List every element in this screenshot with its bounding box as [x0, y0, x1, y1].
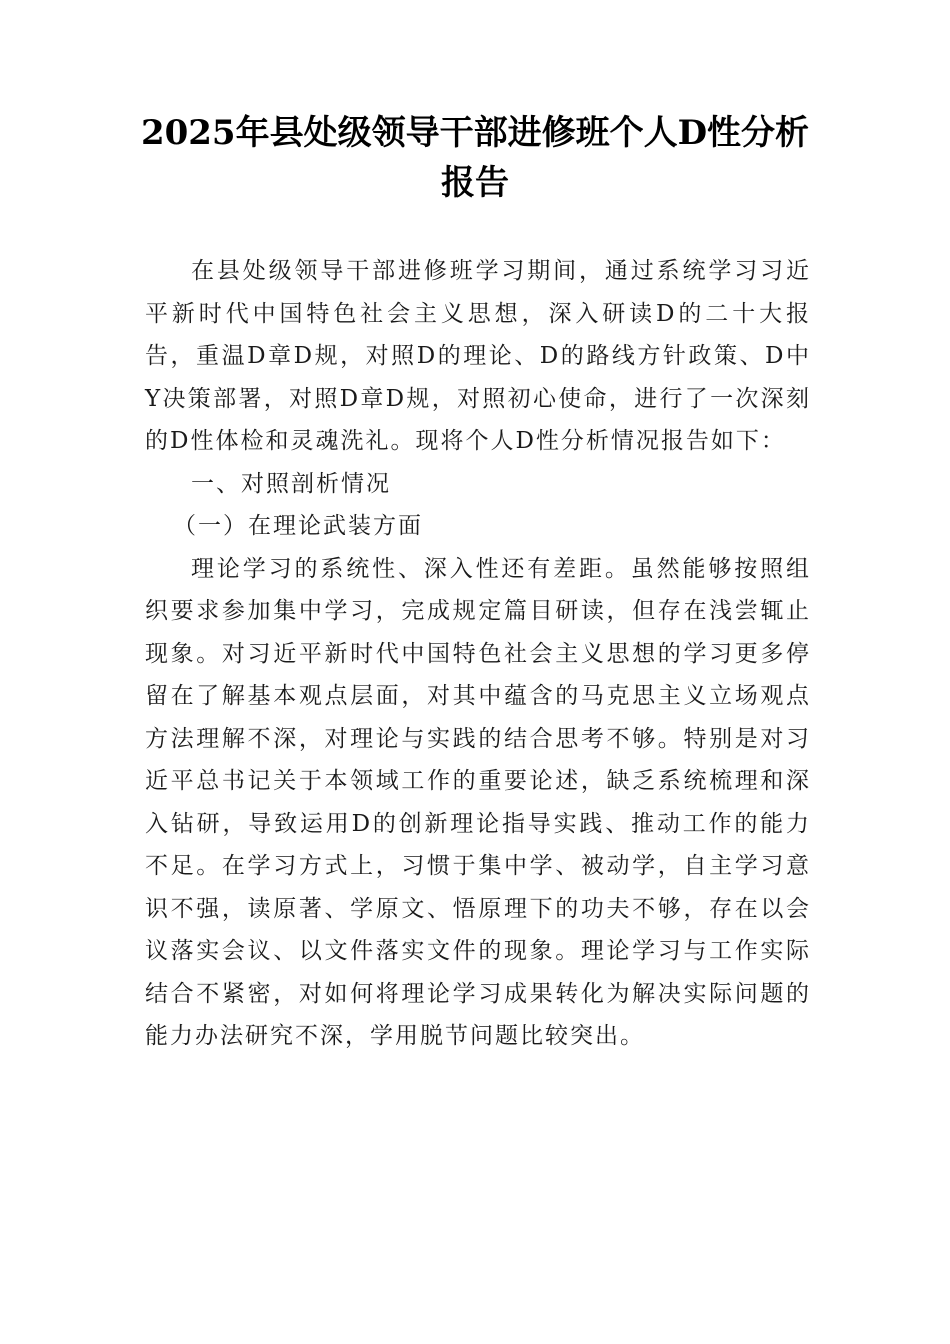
intro-paragraph: 在县处级领导干部进修班学习期间，通过系统学习习近平新时代中国特色社会主义思想，深入研读D的二十大报告，重温D章D规，对照D的理论、D的路线方针政策、D中Y决策部署，对照D章D规，对照初心使命，进行了一次深刻的D性体检和灵魂洗礼。现将个人D性分析情况报告如下：	[145, 258, 811, 454]
section-heading: 一、对照剖析情况	[191, 470, 391, 497]
document-body	[145, 250, 811, 1058]
body-paragraph: 理论学习的系统性、深入性还有差距。虽然能够按照组织要求参加集中学习，完成规定篇目研读，但存在浅尝辄止现象。对习近平新时代中国特色社会主义思想的学习更多停留在了解基本观点层面，对其中蕴含的马克思主义立场观点方法理解不深，对理论与实践的结合思考不够。特别是对习近平总书记关于本领域工作的重要论述，缺乏系统梳理和深入钻研，导致运用D的创新理论指导实践、推动工作的能力不足。在学习方式上，习惯于集中学、被动学，自主学习意识不强，读原著、学原文、悟原理下的功夫不够，存在以会议落实会议、以文件落实文件的现象。理论学习与工作实际结合不紧密，对如何将理论学习成果转化为解决实际问题的能力办法研究不深，学用脱节问题比较突出。	[145, 555, 811, 1049]
document-title: 2025年县处级领导干部进修班个人D性分析报告	[140, 113, 810, 203]
subsection-heading: （一）在理论武装方面	[173, 513, 423, 539]
